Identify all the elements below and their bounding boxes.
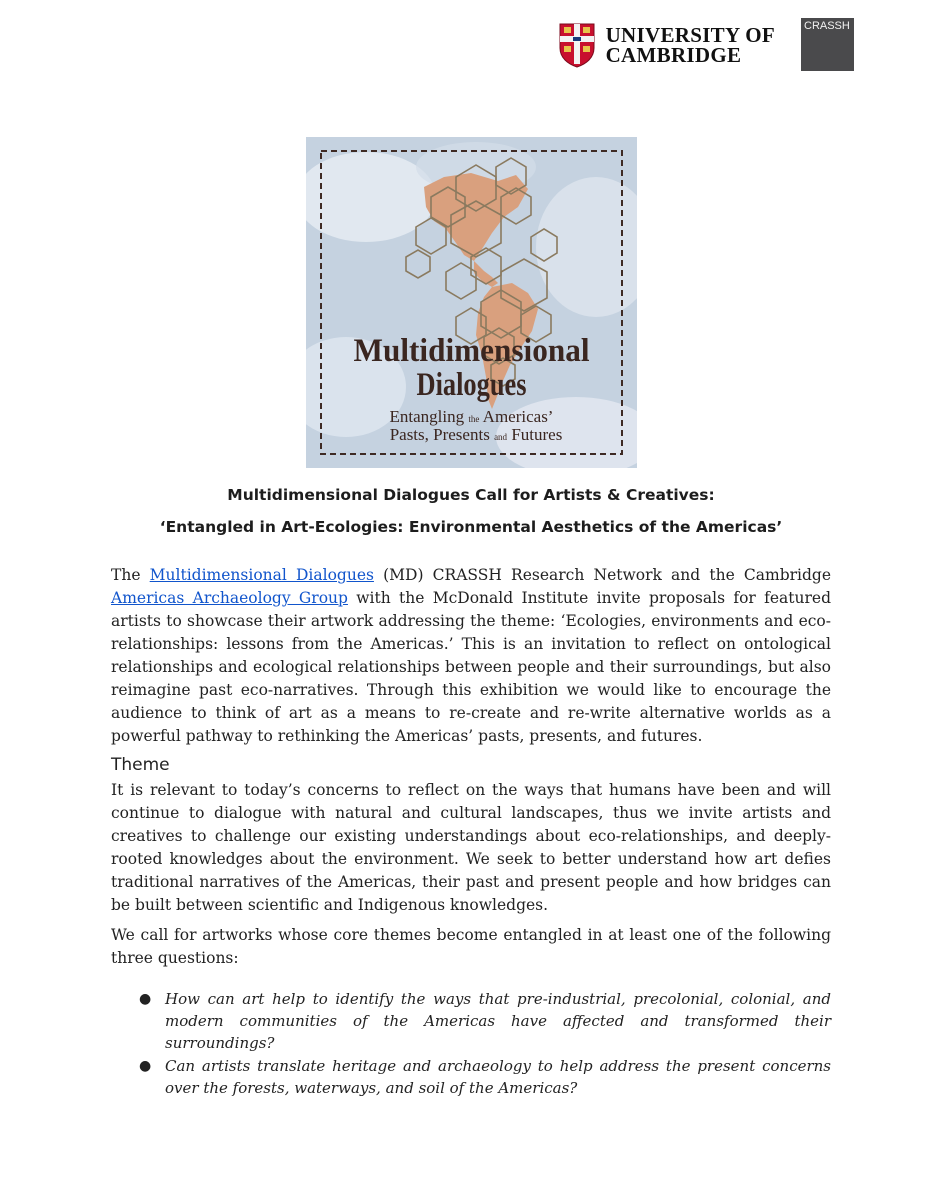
cambridge-shield-icon bbox=[558, 22, 596, 68]
university-line-1: UNIVERSITY OF bbox=[605, 23, 775, 47]
crassh-label: CRASSH bbox=[804, 20, 850, 32]
question-text: Can artists translate heritage and archaeology to help address the present concerns over the forests, waterways, and soil of the Americas? bbox=[165, 1057, 831, 1097]
poster-subtitle-small: the bbox=[468, 414, 480, 424]
question-text: How can art help to identify the ways that pre-industrial, precolonial, colonial, and modern communities of the Americas have affected and transformed their surroundings? bbox=[165, 990, 831, 1052]
theme-heading: Theme bbox=[111, 755, 170, 775]
call-paragraph: We call for artworks whose core themes become entangled in at least one of the following three questions: bbox=[111, 926, 831, 967]
university-name bbox=[606, 25, 775, 65]
call-heading-line-2: ‘Entangled in Art-Ecologies: Environmental Aesthetics of the Americas’ bbox=[159, 518, 783, 536]
list-item bbox=[133, 988, 831, 1054]
crassh-logo[interactable] bbox=[801, 18, 854, 71]
poster-subtitle-word: Entangling bbox=[389, 407, 465, 426]
university-of-cambridge-logo[interactable] bbox=[558, 22, 775, 68]
poster-subtitle-word: Americas’ bbox=[482, 407, 554, 426]
bullet-icon: ● bbox=[139, 991, 152, 1007]
intro-text: The bbox=[111, 566, 150, 584]
theme-paragraph: It is relevant to today’s concerns to reflect on the ways that humans have been and will continue to dialogue with natural and cultural landscapes, thus we invite artists and creatives to challenge our existing understandings about eco-relationships, and deeply-rooted knowledges about the environment. We seek to better understand how art defies traditional narratives of the Americas, their past and present people and how bridges can be built between scientific and Indigenous knowledges. bbox=[111, 781, 831, 914]
bullet-icon: ● bbox=[139, 1058, 152, 1074]
call-heading-line-1: Multidimensional Dialogues Call for Artists & Creatives: bbox=[227, 486, 715, 504]
intro-text: (MD) CRASSH Research Network and the Cambridge bbox=[373, 566, 832, 584]
poster-title-line-2: Dialogues bbox=[416, 367, 527, 403]
header-logos bbox=[558, 18, 854, 71]
poster-subtitle-word: Futures bbox=[511, 425, 563, 444]
intro-paragraph bbox=[111, 564, 831, 748]
intro-text: with the McDonald Institute invite proposals for featured artists to showcase their artwork addressing the theme: ‘Ecologies, environments and eco-relationships: lessons from the Americas.’ This is an invitation to reflect on ontological relationships and ecological relationships between people and their surroundings, but also reimagine past eco-narratives. Through this exhibition we would like to encourage the audience to think of art as a means to re-create and re-write alternative worlds as a powerful pathway to rethinking the Americas’ pasts, presents, and futures. bbox=[111, 589, 831, 745]
multidimensional-dialogues-link[interactable]: Multidimensional Dialogues bbox=[149, 566, 374, 584]
university-line-2: CAMBRIDGE bbox=[605, 43, 742, 67]
poster-subtitle-word: Pasts, Presents bbox=[389, 425, 490, 444]
poster-subtitle-small: and bbox=[494, 432, 508, 442]
poster-title-line-1: Multidimensional bbox=[353, 333, 590, 369]
event-poster bbox=[306, 137, 637, 468]
poster-artwork bbox=[306, 137, 637, 468]
poster-subtitle-line-2 bbox=[390, 425, 563, 444]
list-item bbox=[133, 1055, 831, 1099]
questions-list bbox=[133, 988, 831, 1100]
americas-archaeology-group-link[interactable]: Americas Archaeology Group bbox=[111, 589, 348, 607]
